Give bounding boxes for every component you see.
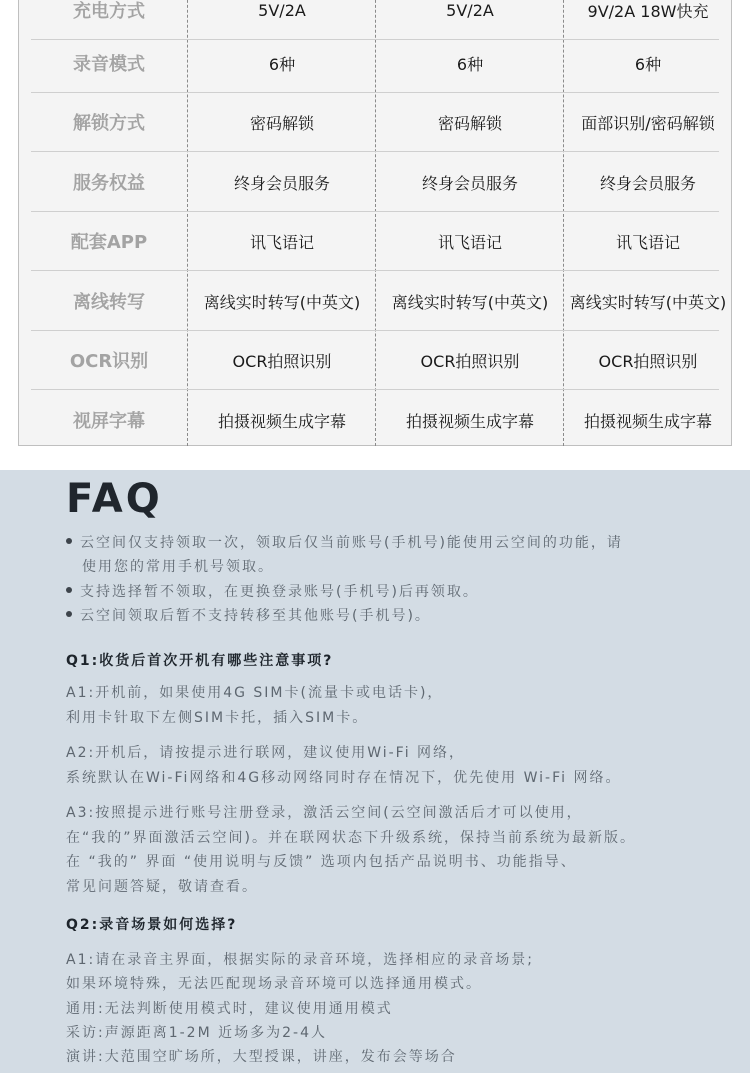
cell-model-3: 离线实时转写(中英文): [569, 292, 727, 312]
faq-bullet-continuation: 使用您的常用手机号领取。: [82, 559, 274, 575]
cell-model-3: OCR拍照识别: [598, 351, 698, 371]
spec-comparison-table: [0, 0, 750, 470]
faq-answer-line: A1:开机前，如果使用4G SIM卡(流量卡或电话卡)，: [66, 685, 444, 701]
cell-model-3: 9V/2A 18W快充: [587, 1, 709, 21]
faq-bullet: 云空间仅支持领取一次，领取后仅当前账号(手机号)能使用云空间的功能，请: [66, 531, 623, 555]
cell-model-2: 拍摄视频生成字幕: [405, 411, 534, 431]
cell-model-2: 5V/2A: [446, 0, 494, 20]
cell-model-1: 离线实时转写(中英文): [203, 292, 361, 312]
faq-question-2: Q2:录音场景如何选择?: [66, 917, 238, 933]
spec-table-box: [18, 0, 732, 446]
faq-answer-line: 在 “我的” 界面 “使用说明与反馈” 选项内包括产品说明书、功能指导、: [66, 854, 577, 870]
spec-row-subtitles: [31, 390, 719, 450]
cell-model-3: 讯飞语记: [615, 232, 680, 252]
cell-model-1: 5V/2A: [258, 0, 306, 20]
faq-answer-line: 系统默认在Wi-Fi网络和4G移动网络同时存在情况下，优先使用 Wi-Fi 网络。: [66, 770, 622, 786]
faq-answer-line: 在“我的”界面激活云空间)。并在联网状态下升级系统，保持当前系统为最新版。: [66, 830, 636, 846]
row-label: 解锁方式: [73, 113, 145, 134]
faq-title: FAQ: [66, 476, 163, 522]
bullet-dot-icon: [66, 611, 72, 617]
faq-answer-line: 常见问题答疑，敬请查看。: [66, 879, 258, 895]
faq-answer-line: A2:开机后，请按提示进行联网，建议使用Wi-Fi 网络，: [66, 745, 466, 761]
faq-section: [0, 470, 750, 1073]
faq-bullet: 云空间领取后暂不支持转移至其他账号(手机号)。: [66, 604, 431, 628]
faq-answer-line: A1:请在录音主界面，根据实际的录音环境，选择相应的录音场景;: [66, 952, 534, 968]
cell-model-3: 6种: [634, 54, 662, 74]
bullet-dot-icon: [66, 538, 72, 544]
faq-question-1: Q1:收货后首次开机有哪些注意事项?: [66, 653, 334, 669]
row-label: 视屏字幕: [73, 411, 145, 432]
spec-row-service: [31, 152, 719, 212]
cell-model-2: 离线实时转写(中英文): [391, 292, 549, 312]
row-label: 录音模式: [73, 54, 145, 75]
faq-answer-line: 通用:无法判断使用模式时，建议使用通用模式: [66, 1001, 393, 1017]
row-label: 配套APP: [70, 232, 148, 253]
cell-model-1: OCR拍照识别: [232, 351, 332, 371]
cell-model-2: 密码解锁: [437, 113, 502, 133]
cell-model-1: 密码解锁: [249, 113, 314, 133]
cell-model-2: 终身会员服务: [421, 173, 518, 193]
cell-model-3: 拍摄视频生成字幕: [583, 411, 712, 431]
cell-model-2: 6种: [456, 54, 484, 74]
cell-model-2: 讯飞语记: [437, 232, 502, 252]
cell-model-3: 终身会员服务: [599, 173, 696, 193]
spec-row-app: [31, 211, 719, 271]
cell-model-1: 6种: [268, 54, 296, 74]
row-label: 服务权益: [73, 173, 145, 194]
spec-row-unlock: [31, 92, 719, 152]
faq-answer-line: 采访:声源距离1-2M 近场多为2-4人: [66, 1025, 327, 1041]
faq-answer-line: 演讲:大范围空旷场所，大型授课，讲座，发布会等场合: [66, 1049, 457, 1065]
spec-row-offline-transcribe: [31, 271, 727, 331]
faq-answer-line: A3:按照提示进行账号注册登录，激活云空间(云空间激活后才可以使用，: [66, 805, 583, 821]
bullet-dot-icon: [66, 587, 72, 593]
row-label: OCR识别: [69, 351, 149, 372]
cell-model-3: 面部识别/密码解锁: [581, 113, 715, 133]
faq-answer-line: 利用卡针取下左侧SIM卡托，插入SIM卡。: [66, 710, 369, 726]
spec-row-record-mode: [31, 33, 719, 93]
cell-model-1: 终身会员服务: [233, 173, 330, 193]
cell-model-1: 讯飞语记: [249, 232, 314, 252]
row-label: 离线转写: [73, 292, 145, 313]
spec-row-ocr: [31, 330, 719, 390]
faq-bullet: 支持选择暂不领取，在更换登录账号(手机号)后再领取。: [66, 580, 479, 604]
row-label: 充电方式: [73, 1, 145, 22]
cell-model-2: OCR拍照识别: [420, 351, 520, 371]
faq-answer-line: 如果环境特殊，无法匹配现场录音环境可以选择通用模式。: [66, 976, 482, 992]
cell-model-1: 拍摄视频生成字幕: [217, 411, 346, 431]
